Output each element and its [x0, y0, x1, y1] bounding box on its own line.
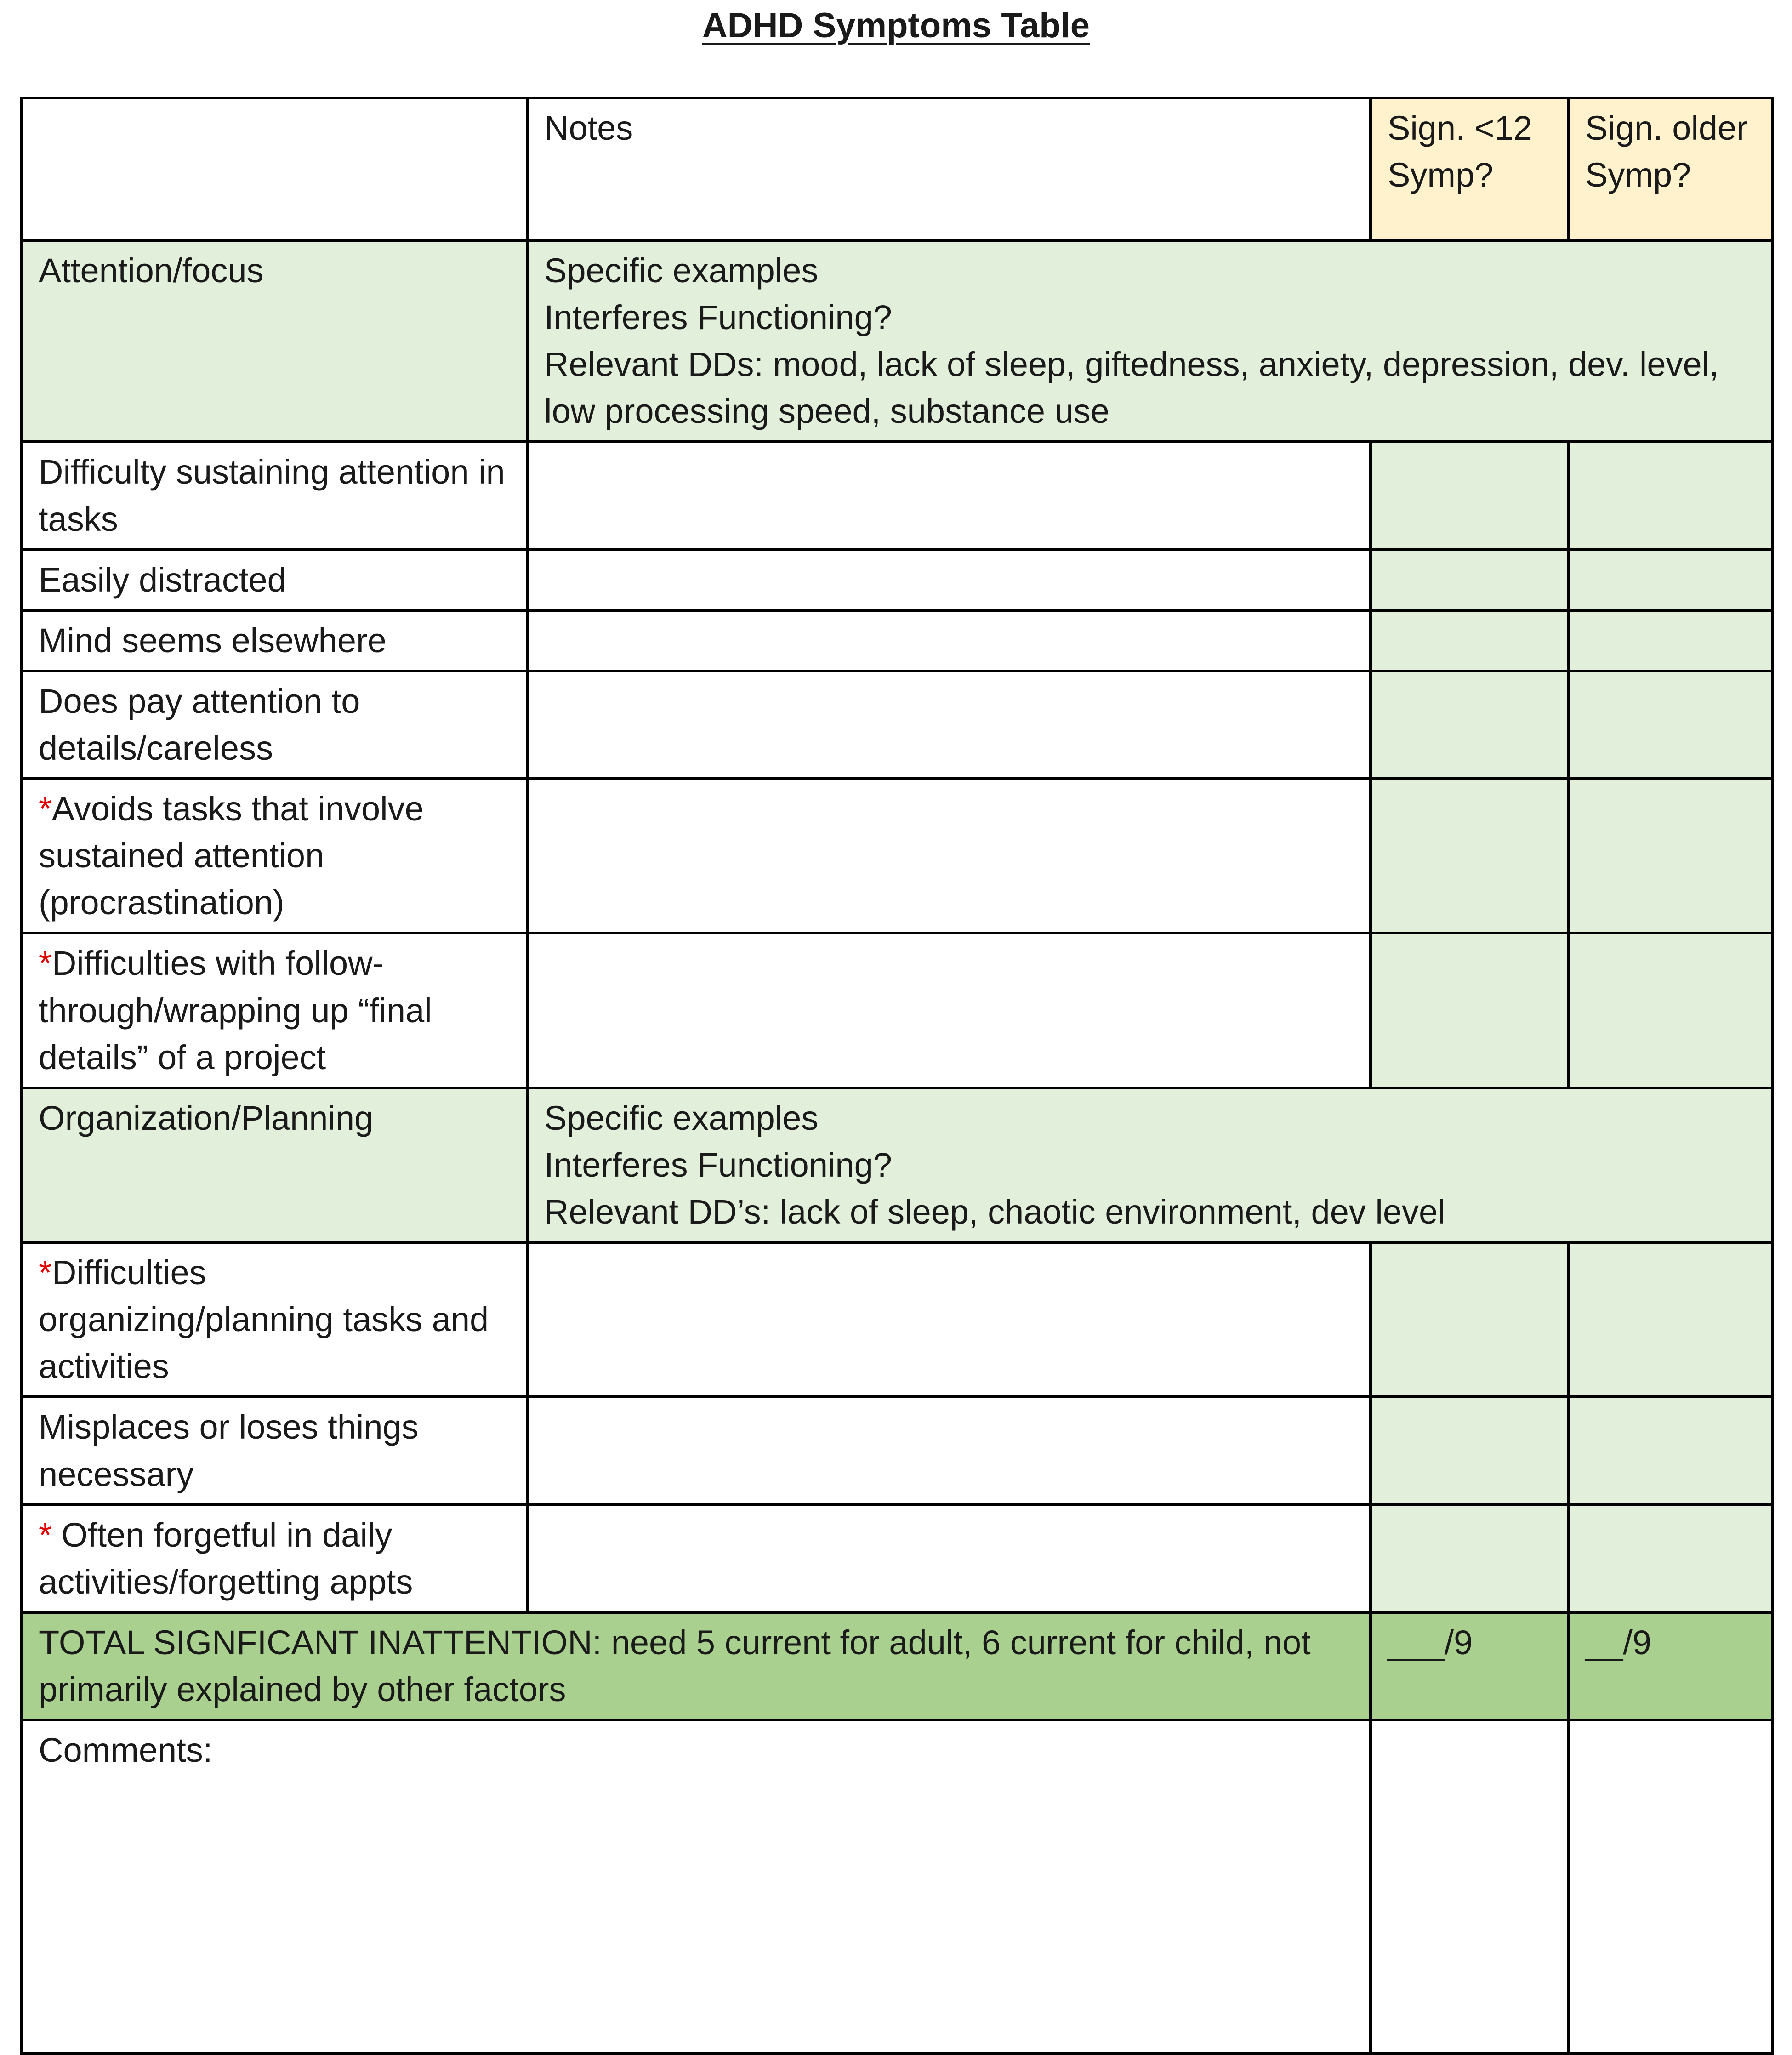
- symptom-row: [22, 1397, 1773, 1504]
- section-note: Specific examples: [544, 251, 819, 290]
- symptom-label: [22, 550, 527, 610]
- sign-under12-cell[interactable]: [1371, 550, 1568, 610]
- symptom-label: [22, 1505, 527, 1612]
- section-title-organization: Organization/Planning: [22, 1088, 527, 1242]
- total-under12-field[interactable]: ___/9: [1371, 1612, 1568, 1720]
- notes-cell[interactable]: [527, 933, 1371, 1087]
- symptom-text: Misplaces or loses things necessary: [39, 1408, 419, 1493]
- sign-older-cell[interactable]: [1568, 442, 1773, 549]
- sign-older-cell[interactable]: [1568, 610, 1773, 671]
- notes-cell[interactable]: [527, 442, 1371, 549]
- notes-cell[interactable]: [527, 671, 1371, 779]
- symptom-text: Difficulties organizing/planning tasks and activities: [39, 1253, 489, 1386]
- sign-under12-cell[interactable]: [1371, 442, 1568, 549]
- symptom-row: [22, 610, 1773, 671]
- symptom-text: Mind seems elsewhere: [39, 621, 387, 660]
- sign-under12-cell[interactable]: [1371, 671, 1568, 779]
- symptom-label: [22, 1242, 527, 1397]
- symptom-row: [22, 1242, 1773, 1397]
- symptom-text: Difficulty sustaining attention in tasks: [39, 453, 505, 538]
- symptom-label: [22, 779, 527, 933]
- comments-row: [22, 1720, 1773, 2054]
- sign-older-cell[interactable]: [1568, 779, 1773, 933]
- section-note: Relevant DD’s: lack of sleep, chaotic environment, dev level: [544, 1192, 1445, 1231]
- symptom-text: Does pay attention to details/careless: [39, 682, 360, 767]
- total-older-field[interactable]: __/9: [1568, 1612, 1773, 1720]
- header-blank-cell: [22, 98, 527, 240]
- section-notes-organization: [527, 1088, 1773, 1242]
- required-asterisk: *: [39, 944, 52, 983]
- sign-under12-cell[interactable]: [1371, 1397, 1568, 1504]
- symptom-row: [22, 933, 1773, 1087]
- comments-field[interactable]: Comments:: [22, 1720, 1371, 2054]
- section-notes-attention: [527, 240, 1773, 442]
- section-note: Relevant DDs: mood, lack of sleep, giftedness, anxiety, depression, dev. level, low processing speed, substance use: [544, 345, 1719, 431]
- sign-older-cell[interactable]: [1568, 1242, 1773, 1397]
- section-row-attention: [22, 240, 1773, 442]
- header-row: [22, 98, 1773, 240]
- required-asterisk: *: [39, 790, 52, 828]
- required-asterisk: *: [39, 1515, 62, 1554]
- symptom-row: [22, 779, 1773, 933]
- symptom-row: [22, 442, 1773, 549]
- sign-older-cell[interactable]: [1568, 550, 1773, 610]
- page-title: ADHD Symptoms Table: [702, 6, 1090, 45]
- sign-under12-cell[interactable]: [1371, 779, 1568, 933]
- symptom-row: [22, 550, 1773, 610]
- sign-under12-cell[interactable]: [1371, 1242, 1568, 1397]
- sign-under12-cell[interactable]: [1371, 933, 1568, 1087]
- section-note: Specific examples: [544, 1099, 819, 1137]
- header-notes: Notes: [527, 98, 1371, 240]
- symptom-label: [22, 933, 527, 1087]
- comments-older-cell[interactable]: [1568, 1720, 1773, 2054]
- notes-cell[interactable]: [527, 610, 1371, 671]
- section-row-organization: [22, 1088, 1773, 1242]
- symptom-text: Avoids tasks that involve sustained attention (procrastination): [39, 790, 424, 922]
- section-note: Interferes Functioning?: [544, 298, 892, 337]
- header-sign-older: Sign. older Symp?: [1568, 98, 1773, 240]
- notes-cell[interactable]: [527, 1505, 1371, 1612]
- header-sign-under12: Sign. <12 Symp?: [1371, 98, 1568, 240]
- symptom-row: [22, 1505, 1773, 1612]
- notes-cell[interactable]: [527, 779, 1371, 933]
- notes-cell[interactable]: [527, 1397, 1371, 1504]
- symptom-row: [22, 671, 1773, 779]
- symptom-label: [22, 671, 527, 779]
- required-asterisk: *: [39, 1253, 52, 1292]
- sign-older-cell[interactable]: [1568, 1397, 1773, 1504]
- notes-cell[interactable]: [527, 550, 1371, 610]
- sign-older-cell[interactable]: [1568, 1505, 1773, 1612]
- symptom-label: [22, 610, 527, 671]
- symptom-label: [22, 1397, 527, 1504]
- notes-cell[interactable]: [527, 1242, 1371, 1397]
- symptom-text: Easily distracted: [39, 560, 286, 599]
- sign-older-cell[interactable]: [1568, 671, 1773, 779]
- comments-under12-cell[interactable]: [1371, 1720, 1568, 2054]
- adhd-symptoms-table: [20, 97, 1774, 2055]
- symptom-text: Often forgetful in daily activities/forgetting appts: [39, 1515, 413, 1601]
- sign-older-cell[interactable]: [1568, 933, 1773, 1087]
- total-label: TOTAL SIGNFICANT INATTENTION: need 5 current for adult, 6 current for child, not primarily explained by other factors: [22, 1612, 1371, 1720]
- section-title-attention: Attention/focus: [22, 240, 527, 442]
- symptom-text: Difficulties with follow-through/wrapping up “final details” of a project: [39, 944, 432, 1076]
- sign-under12-cell[interactable]: [1371, 610, 1568, 671]
- sign-under12-cell[interactable]: [1371, 1505, 1568, 1612]
- total-row: [22, 1612, 1773, 1720]
- section-note: Interferes Functioning?: [544, 1145, 892, 1184]
- symptom-label: [22, 442, 527, 549]
